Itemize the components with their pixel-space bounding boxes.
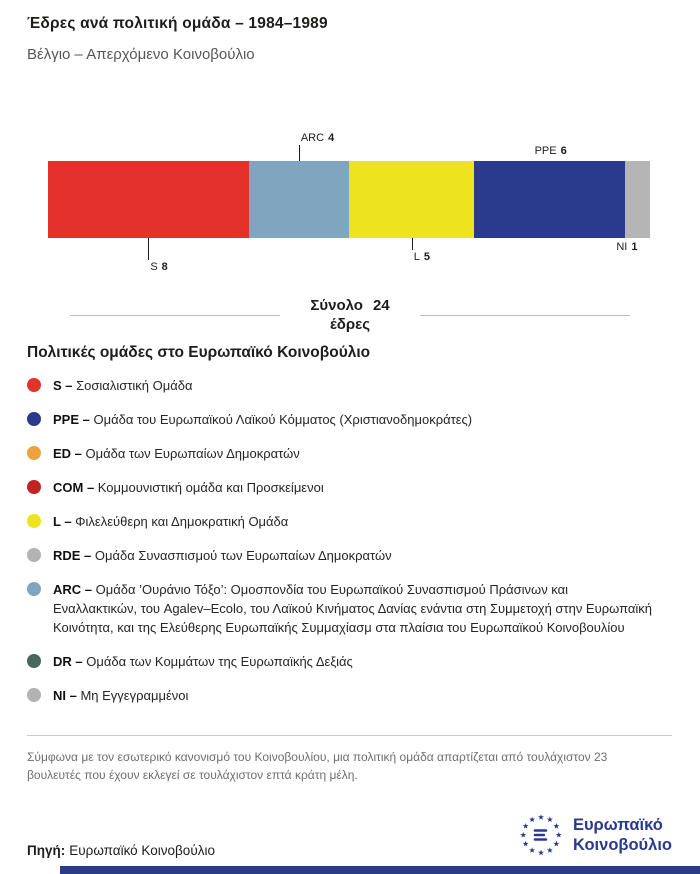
source-label: Πηγή: (27, 843, 66, 858)
legend-color-dot (27, 446, 41, 460)
label-pointer-line (299, 145, 300, 161)
total-unit: έδρες (329, 316, 371, 333)
legend-item-text: L – Φιλελεύθερη και Δημοκρατική Ομάδα (53, 514, 289, 529)
legend-item-text: S – Σοσιαλιστική Ομάδα (53, 378, 193, 393)
ep-logo (517, 812, 672, 858)
label-pointer-line (412, 238, 413, 250)
bar-segment-s (48, 161, 249, 238)
total-line (310, 296, 389, 315)
legend-item-rde (27, 546, 672, 565)
legend-color-dot (27, 582, 41, 596)
legend-item-arc (27, 580, 672, 637)
bar-label-arc: ARC 4 (299, 132, 334, 161)
seat-chart (48, 131, 650, 276)
bottom-strip (60, 866, 700, 874)
legend-item-text: NI – Μη Εγγεγραμμένοι (53, 688, 189, 703)
ep-logo-line1: Ευρωπαϊκό (572, 816, 663, 834)
footnote: Σύμφωνα με τον εσωτερικό κανονισμό του Κοινοβουλίου, μια πολιτική ομάδα απαρτίζεται από τουλάχιστον 23 βουλευτές που έχουν εκλεγεί σε τουλάχιστον επτά κράτη μέλη. (27, 750, 608, 782)
bar-segment-l (349, 161, 474, 238)
ep-logo-text (573, 815, 672, 855)
bar-label-ppe: PPE 6 (534, 145, 567, 157)
legend-item-text: COM – Κομμουνιστική ομάδα και Προσκείμενοι (53, 480, 324, 495)
bar-segment-arc (249, 161, 349, 238)
legend-color-dot (27, 480, 41, 494)
legend-color-dot (27, 514, 41, 528)
legend-item-text: ED – Ομάδα των Ευρωπαίων Δημοκρατών (53, 446, 300, 461)
legend-item-ppe (27, 410, 672, 429)
source-line (27, 843, 215, 858)
legend-item-text: ARC – Ομάδα ’Ουράνιο Τόξο’: Ομοσπονδία του Ευρωπαϊκού Συνασπισμού Πράσινων και Εναλλακτικών, του Agalev–Ecolo, του Λαϊκού Κινήματος Δανίας ενάντια στη Συμμετοχή στην Ευρωπαϊκή Κοινότητα, και της Ελεύθερης Ευρωπαϊκής Συμμαχίασμ στα πλαίσια του Ευρωπαϊκού Κοινοβουλίου (53, 582, 652, 635)
legend-item-s (27, 376, 672, 395)
total-label: Σύνολο (310, 297, 363, 314)
legend-item-ni (27, 686, 672, 705)
bar-label-ni: NI 1 (616, 241, 638, 253)
legend-item-com (27, 478, 672, 497)
legend-color-dot (27, 378, 41, 392)
bar-label-s: S 8 (148, 238, 167, 273)
total-rule-right (420, 315, 630, 316)
label-pointer-line (148, 238, 149, 260)
total-text (310, 296, 389, 334)
legend-item-text: DR – Ομάδα των Κομμάτων της Ευρωπαϊκής Δεξιάς (53, 654, 353, 669)
legend-item-text: PPE – Ομάδα του Ευρωπαϊκού Λαϊκού Κόμματος (Χριστιανοδημοκράτες) (53, 412, 473, 427)
legend-item-ed (27, 444, 672, 463)
legend-item-text: RDE – Ομάδα Συνασπισμού των Ευρωπαίων Δημοκρατών (53, 548, 392, 563)
seat-bar (48, 161, 650, 238)
source-value: Ευρωπαϊκό Κοινοβούλιο (69, 843, 215, 858)
footnote-divider (27, 735, 672, 736)
total-row (70, 296, 630, 334)
total-value: 24 (372, 297, 390, 314)
bar-segment-ni (625, 161, 650, 238)
page-title: Έδρες ανά πολιτική ομάδα – 1984–1989 (27, 15, 328, 32)
legend-heading: Πολιτικές ομάδες στο Ευρωπαϊκό Κοινοβούλιο (27, 344, 371, 361)
legend-color-dot (27, 412, 41, 426)
ep-logo-line2: Κοινοβούλιο (572, 836, 672, 854)
legend-color-dot (27, 548, 41, 562)
legend-item-l (27, 512, 672, 531)
legend-list (27, 376, 672, 705)
legend-color-dot (27, 654, 41, 668)
ep-logo-icon (517, 812, 565, 858)
legend-item-dr (27, 652, 672, 671)
page-subtitle: Βέλγιο – Απερχόμενο Κοινοβούλιο (27, 46, 255, 63)
bar-label-l: L 5 (412, 238, 430, 263)
bar-segment-ppe (474, 161, 625, 238)
legend-color-dot (27, 688, 41, 702)
total-rule-left (70, 315, 280, 316)
